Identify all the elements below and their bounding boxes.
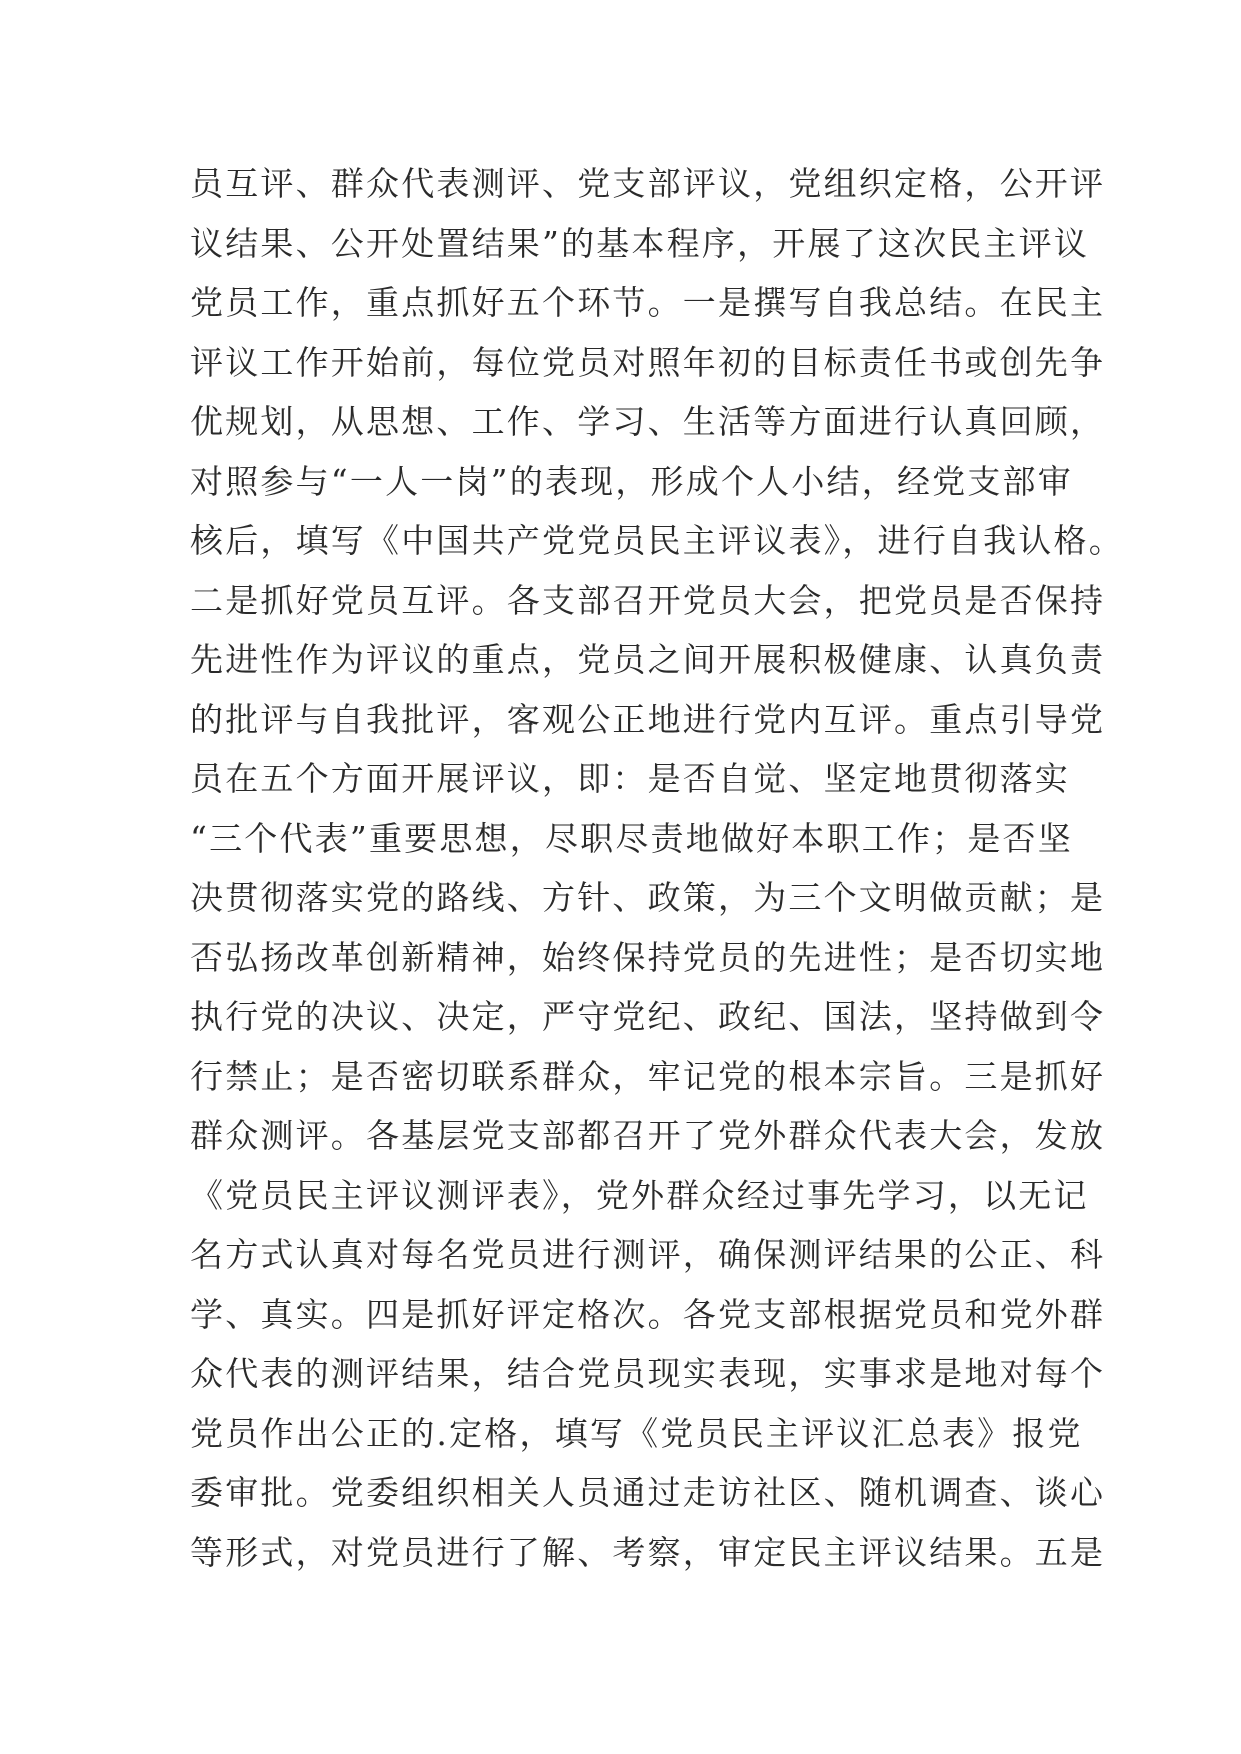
text-line: 党员作出公正的.定格，填写《党员民主评议汇总表》报党 (190, 1413, 1083, 1453)
text-line: 委审批。党委组织相关人员通过走访社区、随机调查、谈心 (190, 1473, 1106, 1512)
text-line: 众代表的测评结果，结合党员现实表现，实事求是地对每个 (190, 1354, 1106, 1393)
text-line: 议结果、公开处置结果”的基本程序，开展了这次民主评议 (190, 223, 1090, 263)
text-line: 优规划，从思想、工作、学习、生活等方面进行认真回顾， (190, 402, 1106, 441)
text-line: 《党员民主评议测评表》，党外群众经过事先学习，以无记 (190, 1175, 1089, 1215)
text-line: 否弘扬改革创新精神，始终保持党员的先进性；是否切实地 (190, 937, 1106, 977)
text-line: 群众测评。各基层党支部都召开了党外群众代表大会，发放 (190, 1116, 1106, 1155)
text-line: 行禁止；是否密切联系群众，牢记党的根本宗旨。三是抓好 (190, 1056, 1106, 1096)
text-line: 党员工作，重点抓好五个环节。一是撰写自我总结。在民主 (190, 283, 1106, 322)
body-paragraph (190, 154, 1124, 1582)
text-line: 学、真实。四是抓好评定格次。各党支部根据党员和党外群 (190, 1294, 1106, 1334)
text-line: 执行党的决议、决定，严守党纪、政纪、国法，坚持做到令 (190, 997, 1106, 1036)
text-line: 核后，填写《中国共产党党员民主评议表》，进行自我认格。 (190, 521, 1124, 560)
text-line: 二是抓好党员互评。各支部召开党员大会，把党员是否保持 (190, 580, 1106, 620)
text-line: 名方式认真对每名党员进行测评，确保测评结果的公正、科 (190, 1235, 1106, 1274)
text-line: 员互评、群众代表测评、党支部评议，党组织定格，公开评 (190, 164, 1106, 203)
text-line: 等形式，对党员进行了解、考察，审定民主评议结果。五是 (190, 1532, 1106, 1572)
text-line: 评议工作开始前，每位党员对照年初的目标责任书或创先争 (190, 342, 1106, 382)
text-line: 对照参与“一人一岗”的表现，形成个人小结，经党支部审 (190, 461, 1073, 501)
text-line: 决贯彻落实党的路线、方针、政策，为三个文明做贡献；是 (190, 878, 1106, 917)
text-line: “三个代表”重要思想，尽职尽责地做好本职工作；是否坚 (190, 818, 1073, 858)
text-line: 的批评与自我批评，客观公正地进行党内互评。重点引导党 (190, 699, 1106, 739)
text-line: 先进性作为评议的重点，党员之间开展积极健康、认真负责 (190, 640, 1106, 679)
text-line: 员在五个方面开展评议，即：是否自觉、坚定地贯彻落实 (190, 759, 1070, 798)
